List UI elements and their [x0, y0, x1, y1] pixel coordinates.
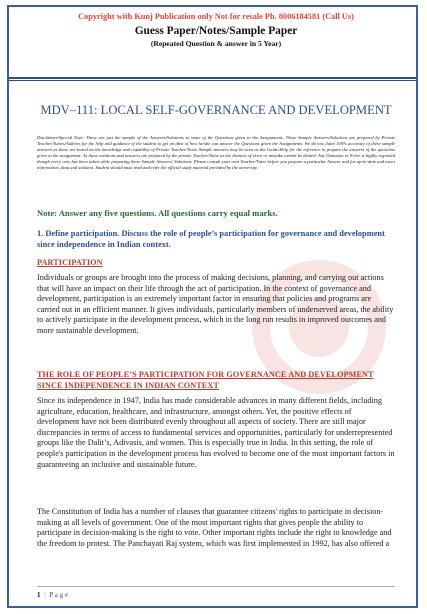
exam-note: Note: Answer any five questions. All questions carry equal marks.: [37, 208, 278, 218]
page-number: 1: [37, 591, 41, 599]
page-label: P a g e: [49, 591, 69, 599]
course-title: MDV–111: LOCAL SELF-GOVERNANCE AND DEVELOPMENT: [40, 103, 392, 117]
header-subtitle: (Repeated Question & answer in 5 Year): [150, 39, 282, 48]
page-footer: [37, 591, 395, 599]
paragraph-participation: Individuals or groups are brought into the process of making decisions, planning, and carrying out actions that will have an impact on their life through the act of participation. In the context of governance and development, participation is an extremely important factor in ensuring that policies and programs are carried out in an efficient manner. It gives individuals, particularly members of underserved areas, the ability to actively participate in the development process, which in the long run results in improved outcomes and more sustainable development.: [37, 273, 394, 335]
document-page: [7, 5, 418, 608]
header-rule-thin: [9, 80, 416, 81]
header-title: Guess Paper/Notes/Sample Paper: [134, 25, 298, 37]
header-rule: [9, 77, 416, 79]
copyright-notice: Copyright with Kunj Publication only Not for resale Ph. 8006184581 (Call Us): [78, 12, 354, 21]
paragraph-independence: Since its independence in 1947, India has made considerable advances in many different fields, including agriculture, education, healthcare, and infrastructure, amongst others. Yet, the positive effects of development have not been distributed evenly throughout all aspects of society. There are still major discrepancies in terms of access to fundamental services and opportunities, particularly for underrepresented groups like the Dalit’s, Adivasis, and women. This is especially true in India. In this setting, the role of people's participation in the development process has evolved to become one of the most important factors in guaranteeing an inclusive and sustainable future.: [37, 396, 395, 469]
footer-separator: |: [44, 591, 46, 599]
section-heading-participation: PARTICIPATION: [37, 258, 103, 267]
question-1: 1. Define participation. Discuss the role of people’s participation for governance and development since independence in Indian context.: [37, 229, 385, 249]
paragraph-constitution: The Constitution of India has a number of clauses that guarantee citizens' rights to participate in decision-making at all levels of government. One of the most important rights that gives people the ability to participate in decision-making is the right to vote. Other important rights include the right to knowledge and the freedom to protest. The Panchayati Raj system, which was first implemented in 1992, has also offered a: [37, 507, 392, 548]
footer-rule: [37, 586, 395, 587]
disclaimer-text: Disclaimer/Special Note: These are just the sample of the Answers/Solutions to some of the Questions given in the Assignments. These Sample Answers/Solutions are prepared by Private Teacher/Tutors/Authors for the help and guidance of the student to get an idea of how he/she can answer the Questions given the Assignments. We do not claim 100% accuracy of these sample answers as these are based on the knowledge and capability of Private Teacher/Tutor. Sample answers may be seen as the Guide/Help for the reference to prepare the answers of the questions given in the assignment. As these solutions and answers are prepared by the private Teacher/Tutor so the chances of error or mistake cannot be denied. Any Omission or Error is highly regretted though every care has been taken while preparing these Sample Answers/ Solutions. Please consult your own Teacher/Tutor before you prepare a particular Answer and for up-to-date and exact information, data and solution. Student should must read and refer the official study material provided by the university.: [37, 135, 395, 170]
section-heading-role: THE ROLE OF PEOPLE’S PARTICIPATION FOR GOVERNANCE AND DEVELOPMENT SINCE INDEPENDENCE IN INDIAN CONTEXT: [37, 370, 374, 390]
